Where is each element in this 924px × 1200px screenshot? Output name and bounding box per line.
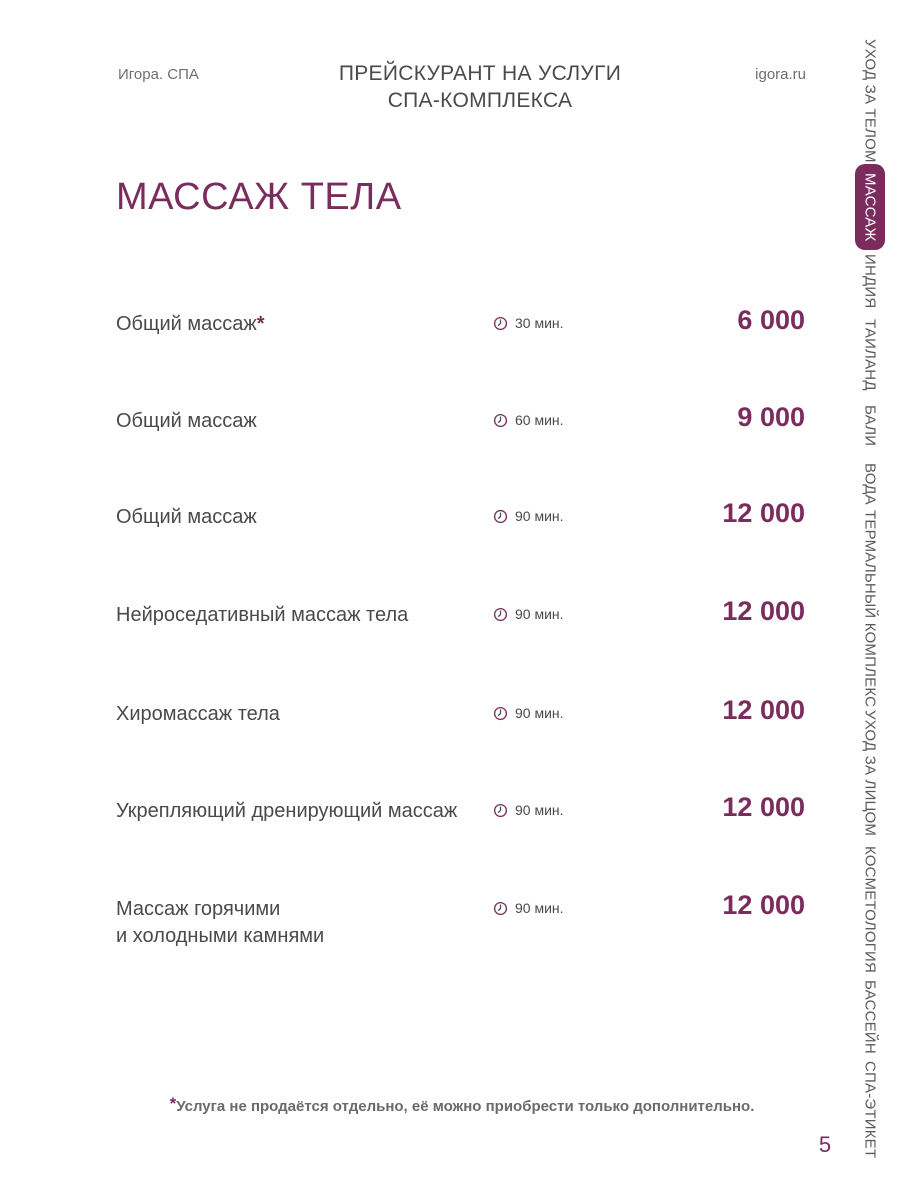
service-price: 6 000	[737, 305, 805, 335]
side-nav-item-bali[interactable]: БАЛИ	[861, 405, 879, 447]
page-title-line1: ПРЕЙСКУРАНТ НА УСЛУГИ	[338, 62, 622, 85]
side-nav-item-massage[interactable]: МАССАЖ	[855, 164, 885, 250]
clock-icon	[493, 706, 508, 721]
service-name: Общий массаж	[116, 506, 257, 528]
service-duration: 60 мин.	[493, 412, 564, 428]
side-nav-item-india[interactable]: ИНДИЯ	[861, 253, 879, 309]
side-nav-item-cosmetology[interactable]: КОСМЕТОЛОГИЯ	[861, 846, 879, 974]
service-price: 12 000	[722, 792, 805, 822]
side-nav-item-thailand[interactable]: ТАИЛАНД	[861, 319, 879, 391]
side-nav-item-pool[interactable]: БАССЕЙН	[861, 980, 879, 1054]
clock-icon	[493, 316, 508, 331]
service-name: Общий массаж*	[116, 313, 265, 335]
service-price: 12 000	[722, 498, 805, 528]
side-nav-item-thermal-complex[interactable]: ТЕРМАЛЬНЫЙ КОМПЛЕКС	[861, 510, 879, 708]
asterisk-mark: *	[256, 313, 265, 335]
service-name: Укрепляющий дренирующий массаж	[116, 800, 458, 822]
section-title: МАССАЖ ТЕЛА	[116, 176, 402, 218]
service-price: 9 000	[737, 402, 805, 432]
service-price: 12 000	[722, 596, 805, 626]
side-nav-item-body-care[interactable]: УХОД ЗА ТЕЛОМ	[861, 39, 879, 163]
clock-icon	[493, 413, 508, 428]
asterisk-mark: *	[169, 1094, 177, 1113]
page-number: 5	[818, 1132, 832, 1157]
service-name: Общий массаж	[116, 410, 257, 432]
side-nav-item-spa-etiquette[interactable]: СПА-ЭТИКЕТ	[861, 1061, 879, 1159]
clock-icon	[493, 901, 508, 916]
service-duration: 90 мин.	[493, 508, 564, 524]
service-duration: 90 мин.	[493, 802, 564, 818]
service-name: Массаж горячими и холодными камнями	[116, 898, 325, 947]
clock-icon	[493, 803, 508, 818]
service-duration: 90 мин.	[493, 606, 564, 622]
header-site-link[interactable]: igora.ru	[755, 66, 806, 83]
header-left: Игора. СПА	[118, 66, 199, 83]
service-name: Хиромассаж тела	[116, 703, 280, 725]
side-nav-item-face-care[interactable]: УХОД ЗА ЛИЦОМ	[861, 709, 879, 837]
service-duration: 90 мин.	[493, 900, 564, 916]
footnote: *Услуга не продаётся отдельно, её можно приобрести только дополнительно.	[169, 1094, 755, 1115]
service-duration: 30 мин.	[493, 315, 564, 331]
page-title-line2: СПА-КОМПЛЕКСА	[387, 89, 573, 112]
service-price: 12 000	[722, 695, 805, 725]
side-nav-item-water[interactable]: ВОДА	[861, 463, 879, 505]
service-name: Нейроседативный массаж тела	[116, 604, 409, 626]
clock-icon	[493, 607, 508, 622]
service-price: 12 000	[722, 890, 805, 920]
service-duration: 90 мин.	[493, 705, 564, 721]
clock-icon	[493, 509, 508, 524]
